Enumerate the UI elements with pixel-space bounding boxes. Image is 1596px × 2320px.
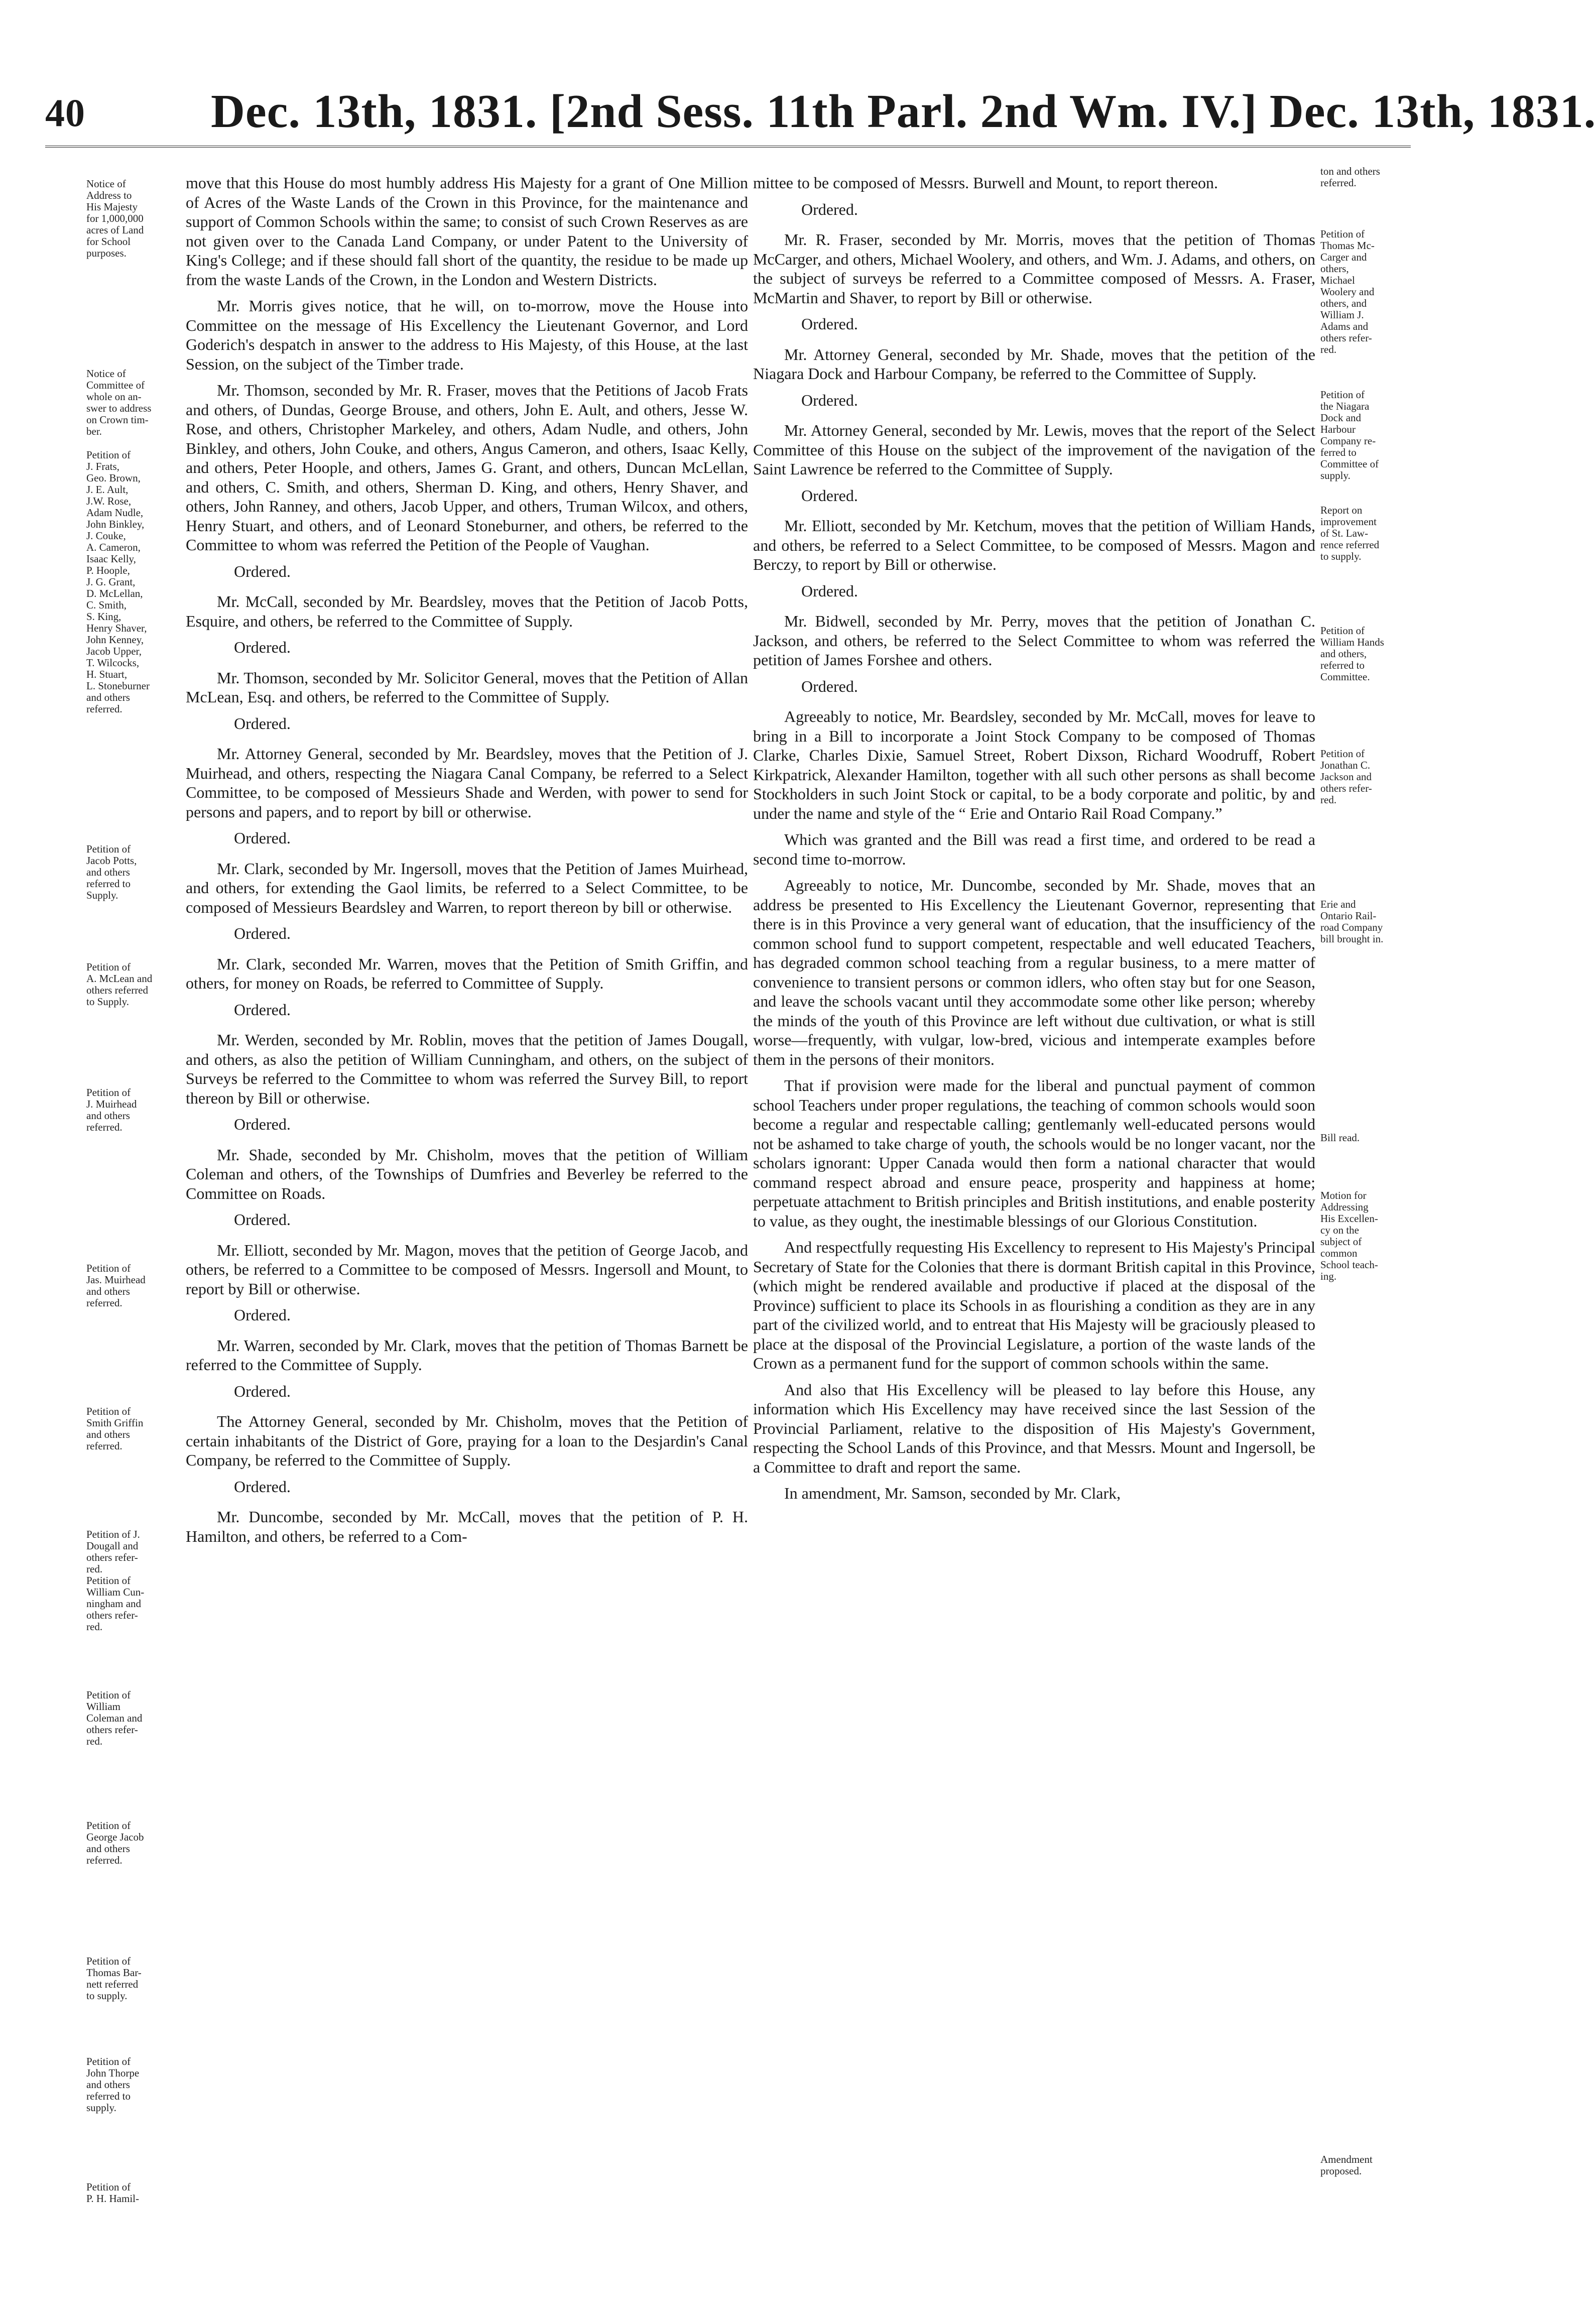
paragraph: Which was granted and the Bill was read a first time, and ordered to be read a second time to-morrow.	[753, 830, 1315, 868]
paragraph: Mr. Bidwell, seconded by Mr. Perry, moves that the petition of Jonathan C. Jackson, and others, be referred to the Select Committee to whom was referred the petition of James Forshee and others.	[753, 612, 1315, 669]
ordered-line: Ordered.	[801, 677, 858, 695]
margin-note-line: referred.	[86, 1297, 122, 1309]
margin-note-line: ber.	[86, 425, 102, 437]
ordered-line: Ordered.	[234, 1000, 291, 1019]
paragraph: Mr. Attorney General, seconded by Mr. Shade, moves that the petition of the Niagara Dock and Harbour Company, be referred to the Committee of Supply.	[753, 345, 1315, 383]
margin-note	[86, 1406, 143, 1452]
margin-note-line: H. Stuart,	[86, 668, 128, 680]
margin-note-line: others refer-	[86, 1609, 138, 1621]
margin-note-line: for School	[86, 235, 131, 248]
margin-note-line: referred.	[1320, 177, 1357, 189]
ordered-line: Ordered.	[801, 315, 858, 333]
margin-note-line: to supply.	[86, 1990, 128, 2002]
margin-note	[86, 449, 150, 715]
margin-note-line: Adam Nudle,	[86, 507, 144, 519]
margin-note-line: and others	[86, 866, 130, 878]
margin-note	[1320, 2154, 1373, 2177]
margin-note-line: referred.	[86, 703, 122, 715]
paragraph: Mr. Warren, seconded by Mr. Clark, moves that the petition of Thomas Barnett be referred to the Committee of Supply.	[186, 1336, 748, 1374]
paragraph: move that this House do most humbly address His Majesty for a grant of One Million of Acres of the Waste Lands of the Crown in this Province, for the maintenance and support of Common Schools within the same; to consist of such Crown Reserves as are not given over to the Canada Land Company, or under Patent to the University of King's College; and if these should fall short of the quantity, the residue to be made up from the waste Lands of the Crown, in the London and Western Districts.	[186, 174, 748, 289]
page-header	[45, 70, 1596, 141]
margin-note-line: Petition of	[86, 2181, 131, 2193]
margin-note-line: S. King,	[86, 610, 121, 623]
margin-note-line: Petition of	[86, 843, 131, 855]
margin-note	[86, 1529, 144, 1633]
margin-note-line: John Kenney,	[86, 634, 144, 646]
margin-note-line: and others	[86, 1843, 130, 1855]
margin-note-line: J.W. Rose,	[86, 495, 132, 507]
margin-note-line: Coleman and	[86, 1712, 143, 1724]
margin-note	[86, 1956, 142, 2002]
margin-note-line: Isaac Kelly,	[86, 553, 136, 565]
margin-note-line: William Cun-	[86, 1586, 145, 1598]
right-text-column	[753, 173, 1315, 1510]
margin-note-line: and others	[86, 2079, 130, 2091]
margin-note-line: Petition of	[1320, 748, 1365, 760]
margin-note-line: Ontario Rail-	[1320, 910, 1377, 922]
margin-note-line: and others	[86, 1428, 130, 1440]
margin-note-line: to supply.	[1320, 550, 1362, 562]
margin-note	[1320, 166, 1380, 189]
paragraph: Mr. Clark, seconded Mr. Warren, moves that the Petition of Smith Griffin, and others, for money on Roads, be referred to Committee of Supply.	[186, 954, 748, 992]
margin-note-line: and others	[86, 1110, 130, 1122]
margin-note-line: proposed.	[1320, 2165, 1362, 2177]
paragraph: Mr. Attorney General, seconded by Mr. Beardsley, moves that the Petition of J. Muirhead, and others, respecting the Niagara Canal Company, be referred to a Select Committee, to be composed of Messieurs Shade and Werden, with power to send for persons and papers, and to report by bill or otherwise.	[186, 745, 748, 821]
margin-note-line: red.	[86, 1621, 103, 1633]
margin-note	[86, 1263, 146, 1309]
margin-note-line: Michael	[1320, 274, 1355, 286]
margin-note-line: Henry Shaver,	[86, 622, 147, 634]
margin-note-line: purposes.	[86, 247, 127, 259]
margin-note-line: ing.	[1320, 1270, 1337, 1282]
margin-note-line: nett referred	[86, 1978, 139, 1990]
margin-note-line: Notice of	[86, 368, 126, 380]
margin-note-line: Petition of	[86, 449, 131, 461]
margin-note-line: William	[86, 1700, 120, 1713]
margin-note-line: Petition of	[1320, 228, 1365, 240]
margin-note	[86, 368, 151, 437]
ordered-line: Ordered.	[234, 1477, 291, 1496]
margin-note-line: bill brought in.	[1320, 933, 1384, 945]
margin-note-line: J. Frats,	[86, 460, 119, 472]
margin-note-line: Petition of	[1320, 389, 1365, 401]
margin-note-line: P. H. Hamil-	[86, 2192, 139, 2205]
margin-note-line: Address to	[86, 189, 132, 201]
margin-note-line: Petition of	[86, 1405, 131, 1417]
margin-note-line: Petition of	[1320, 625, 1365, 637]
paragraph: Mr. McCall, seconded by Mr. Beardsley, moves that the Petition of Jacob Potts, Esquire, and others, be referred to the Committee of Supply.	[186, 592, 748, 630]
paragraph: Agreeably to notice, Mr. Beardsley, seconded by Mr. McCall, moves for leave to bring in a Bill to incorporate a Joint Stock Company to be composed of Thomas Clarke, Charles Dixie, Samuel Street, Robert Dixson, Richard Woodruff, Robert Kirkpatrick, Alexander Hamilton, together with all such other persons as shall become Stockholders in such Joint Stock or capital, to be a body corporate and politic, by and under the name and style of the “ Erie and Ontario Rail Road Company.”	[753, 707, 1315, 822]
margin-note	[86, 178, 144, 259]
ordered-line: Ordered.	[234, 1306, 291, 1324]
margin-note-line: subject of	[1320, 1236, 1362, 1248]
margin-note-line: improvement	[1320, 516, 1377, 528]
margin-note-line: Geo. Brown,	[86, 472, 141, 484]
paragraph: Mr. Clark, seconded by Mr. Ingersoll, moves that the Petition of James Muirhead, and others, for extending the Gaol limits, be referred to a Select Committee, to be composed of Messieurs Beardsley and Warren, to report thereon by bill or otherwise.	[186, 859, 748, 916]
margin-note-line: Carger and	[1320, 251, 1367, 263]
paragraph: Mr. Thomson, seconded by Mr. Solicitor General, moves that the Petition of Allan McLean, Esq. and others, be referred to the Committee of Supply.	[186, 668, 748, 706]
margin-note-line: John Thorpe	[86, 2067, 140, 2079]
margin-note	[86, 2056, 139, 2114]
margin-note	[1320, 748, 1372, 806]
margin-note-line: supply.	[1320, 469, 1351, 481]
margin-note-line: John Binkley,	[86, 518, 145, 530]
margin-note-line: Thomas Mc-	[1320, 239, 1375, 252]
margin-note	[86, 1087, 137, 1133]
margin-note-line: ferred to	[1320, 446, 1357, 458]
margin-note-line: Amendment	[1320, 2153, 1373, 2165]
margin-note-line: George Jacob	[86, 1831, 144, 1843]
margin-note-line: William Hands	[1320, 636, 1384, 648]
margin-note-line: L. Stoneburner	[86, 680, 150, 692]
margin-note-line: for 1,000,000	[86, 212, 144, 224]
margin-note-line: Motion for	[1320, 1189, 1367, 1201]
ordered-line: Ordered.	[234, 1210, 291, 1229]
margin-note-line: acres of Land	[86, 224, 144, 236]
margin-note-line: Thomas Bar-	[86, 1967, 142, 1979]
margin-note-line: others,	[1320, 263, 1349, 275]
margin-note-line: C. Smith,	[86, 599, 127, 611]
margin-note-line: Petition of	[86, 961, 131, 973]
margin-note-line: Petition of	[86, 1819, 131, 1831]
margin-note-line: Committee of	[1320, 458, 1379, 470]
margin-note-line: road Company	[1320, 921, 1383, 933]
margin-note-line: Petition of	[86, 1955, 131, 1967]
paragraph: And respectfully requesting His Excellency to represent to His Majesty's Principal Secretary of State for the Colonies that there is dormant British capital in this Province, (which might be rendered available and productive if placed at the disposal of the Province) sufficient to place its Schools in as flourishing a condition as they are in any part of the civilized world, and to entreat that His Majesty will be graciously pleased to place at the disposal of the Provincial Legislature, a portion of the waste lands of the Crown as a permanent fund for the support of common schools within the same.	[753, 1238, 1315, 1372]
margin-note-line: Addressing	[1320, 1201, 1369, 1213]
paragraph: Mr. Werden, seconded by Mr. Roblin, moves that the petition of James Dougall, and others, as also the petition of William Cunningham, and others, on the subject of Surveys be referred to the Committee to whom was referred the Survey Bill, to report thereon by Bill or otherwise.	[186, 1031, 748, 1107]
margin-note-line: School teach-	[1320, 1259, 1378, 1271]
running-title: Dec. 13th, 1831. [2nd Sess. 11th Parl. 2nd Wm. IV.] Dec. 13th, 1831.	[211, 85, 1596, 138]
margin-note-line: and others,	[1320, 648, 1367, 660]
paragraph: And also that His Excellency will be pleased to lay before this House, any information which His Excellency may have received since the last Session of the Provincial Parliament, relative to the disposition of His Majesty's Government, respecting the School Lands of this Province, and that Messrs. Mount and Ingersoll, be a Committee to draft and report the same.	[753, 1380, 1315, 1476]
paragraph: Mr. Elliott, seconded by Mr. Magon, moves that the petition of George Jacob, and others, be referred to a Committee to be composed of Messrs. Ingersoll and Mount, to report by Bill or otherwise.	[186, 1241, 748, 1298]
margin-note-line: Dougall and	[86, 1540, 139, 1552]
margin-note	[1320, 1132, 1360, 1144]
margin-note-line: red.	[86, 1735, 103, 1747]
left-text-column	[186, 173, 748, 1553]
margin-note-line: Petition of	[86, 1262, 131, 1274]
margin-note-line: others refer-	[1320, 332, 1372, 344]
margin-note-line: referred.	[86, 1440, 122, 1452]
paragraph: In amendment, Mr. Samson, seconded by Mr. Clark,	[784, 1484, 1121, 1502]
ordered-line: Ordered.	[801, 391, 858, 409]
margin-note-line: J. G. Grant,	[86, 576, 136, 588]
margin-note-line: Bill read.	[1320, 1132, 1360, 1144]
margin-note-line: Harbour	[1320, 423, 1356, 435]
margin-note	[86, 1820, 144, 1866]
margin-note	[86, 2181, 139, 2205]
margin-note-line: D. McLellan,	[86, 587, 143, 599]
margin-note-line: Petition of	[86, 2055, 131, 2067]
paragraph: The Attorney General, seconded by Mr. Chisholm, moves that the Petition of certain inhabitants of the District of Gore, praying for a loan to the Desjardin's Canal Company, be referred to the Committee of Supply.	[186, 1412, 748, 1469]
paragraph: Mr. Morris gives notice, that he will, on to-morrow, move the House into Committee on the message of His Excellency the Lieutenant Governor, and Lord Goderich's despatch in answer to the address to His Majesty, of this House, at the last Session, on the subject of the Timber trade.	[186, 297, 748, 373]
margin-note-line: ningham and	[86, 1598, 142, 1610]
ordered-line: Ordered.	[801, 486, 858, 505]
margin-note-line: red.	[1320, 794, 1337, 806]
margin-note-line: T. Wilcocks,	[86, 657, 140, 669]
margin-note-line: Jacob Upper,	[86, 645, 142, 657]
margin-note-line: referred to	[86, 2090, 131, 2102]
margin-note-line: Report on	[1320, 504, 1363, 516]
margin-note-line: others referred	[86, 984, 149, 996]
margin-note-line: and others	[86, 691, 130, 703]
margin-note-line: red.	[86, 1563, 103, 1575]
header-rule	[45, 146, 1411, 148]
margin-note-line: others, and	[1320, 297, 1367, 309]
margin-note-line: Jackson and	[1320, 771, 1372, 783]
ordered-line: Ordered.	[801, 200, 858, 218]
margin-note-line: J. Muirhead	[86, 1098, 137, 1110]
margin-note-line: referred to	[86, 878, 131, 890]
margin-note-line: the Niagara	[1320, 400, 1370, 412]
margin-note-line: Jacob Potts,	[86, 854, 137, 867]
margin-note-line: Petition of J.	[86, 1528, 140, 1540]
margin-note	[86, 1689, 142, 1747]
ordered-line: Ordered.	[234, 638, 291, 656]
paragraph: mittee to be composed of Messrs. Burwell and Mount, to report thereon.	[753, 174, 1218, 192]
paragraph: Mr. Shade, seconded by Mr. Chisholm, moves that the petition of William Coleman and others, of the Townships of Dumfries and Beverley be referred to the Committee on Roads.	[186, 1145, 748, 1202]
margin-note-line: Jonathan C.	[1320, 759, 1371, 771]
margin-note-line: J. Couke,	[86, 530, 126, 542]
margin-note-line: J. E. Ault,	[86, 483, 129, 496]
paragraph: Mr. R. Fraser, seconded by Mr. Morris, moves that the petition of Thomas McCarger, and others, Michael Woolery, and others, and Wm. J. Adams, and others, on the subject of surveys be referred to a Committee composed of Messrs. A. Fraser, McMartin and Shaver, to report by Bill or otherwise.	[753, 230, 1315, 307]
margin-note-line: Committee of	[86, 379, 145, 391]
margin-note-line: supply.	[86, 2102, 116, 2114]
margin-note-line: whole on an-	[86, 391, 142, 403]
margin-note-line: Jas. Muirhead	[86, 1274, 146, 1286]
margin-note-line: Petition of	[86, 1086, 131, 1098]
paragraph: Mr. Elliott, seconded by Mr. Ketchum, moves that the petition of William Hands, and others, be referred to a Select Committee, to be composed of Messrs. Magon and Berczy, to report by Bill or otherwise.	[753, 517, 1315, 573]
ordered-line: Ordered.	[801, 581, 858, 600]
margin-note-line: rence referred	[1320, 539, 1380, 551]
margin-note	[1320, 899, 1383, 945]
margin-note-line: common	[1320, 1247, 1358, 1259]
margin-note-line: to Supply.	[86, 996, 129, 1008]
margin-note-line: Notice of	[86, 178, 126, 190]
paragraph: Mr. Thomson, seconded by Mr. R. Fraser, moves that the Petitions of Jacob Frats and others, of Dundas, George Brouse, and others, John E. Ault, and others, Jesse W. Rose, and others, Christopher Markeley, and others, Adam Nudle, and others, John Binkley, and others, John Couke, and others, Angus Cameron, and others, Isaac Kelly, and others, Peter Hoople, and others, James G. Grant, and others, Duncan McLellan, and others, C. Smith, and others, Sherman D. King, and others, Henry Shaver, and others, John Ranney, and others, Jacob Upper, and others, Truman Wilcox, and others, Henry Stuart, and others, and of Leonard Stoneburner, and others, be referred to the Committee to whom was referred the Petition of the People of Vaughan.	[186, 381, 748, 554]
margin-note-line: red.	[1320, 343, 1337, 355]
margin-note-line: Company re-	[1320, 435, 1376, 447]
margin-note-line: swer to address	[86, 402, 152, 414]
margin-note-line: others refer-	[1320, 782, 1372, 794]
margin-note-line: cy on the	[1320, 1224, 1359, 1236]
margin-note-line: ton and others	[1320, 165, 1380, 177]
ordered-line: Ordered.	[234, 924, 291, 942]
ordered-line: Ordered.	[234, 714, 291, 732]
margin-note-line: others refer-	[86, 1551, 138, 1563]
margin-note-line: P. Hoople,	[86, 564, 130, 576]
margin-note-line: referred to	[1320, 659, 1365, 671]
margin-note-line: Petition of	[86, 1574, 131, 1586]
margin-note-line: Committee.	[1320, 671, 1370, 683]
paragraph: Mr. Duncombe, seconded by Mr. McCall, moves that the petition of P. H. Hamilton, and others, be referred to a Com-	[186, 1508, 748, 1545]
margin-note	[1320, 505, 1379, 562]
margin-note-line: Dock and	[1320, 412, 1362, 424]
margin-note-line: Smith Griffin	[86, 1417, 144, 1429]
margin-note-line: Woolery and	[1320, 286, 1375, 298]
margin-note	[1320, 625, 1384, 683]
ordered-line: Ordered.	[234, 829, 291, 847]
margin-note-line: Petition of	[86, 1689, 131, 1701]
margin-note-line: Erie and	[1320, 898, 1356, 910]
margin-note-line: referred.	[86, 1121, 122, 1133]
margin-note-line: and others	[86, 1285, 130, 1297]
margin-note-line: A. Cameron,	[86, 541, 141, 553]
margin-note-line: Adams and	[1320, 320, 1369, 332]
ordered-line: Ordered.	[234, 1115, 291, 1133]
margin-note	[1320, 389, 1379, 481]
ordered-line: Ordered.	[234, 562, 291, 580]
margin-note-line: His Excellen-	[1320, 1212, 1378, 1225]
margin-note-line: others refer-	[86, 1724, 138, 1736]
page-number: 40	[45, 91, 85, 135]
margin-note	[86, 843, 137, 901]
margin-note-line: of St. Law-	[1320, 527, 1369, 539]
margin-note-line: Supply.	[86, 889, 118, 901]
paragraph: Agreeably to notice, Mr. Duncombe, seconded by Mr. Shade, moves that an address be presented to His Excellency the Lieutenant Governor, representing that there is in this Province a very general want of education, that the insufficiency of the common school fund to support competent, respectable and well educated Teachers, has degraded common school teaching from a regular business, to a mere matter of convenience to transient persons or common idlers, who often stay but for one Season, and leave the schools vacant until they accommodate some other like person; whereby the minds of the youth of this Province are left without due cultivation, or what is still worse—frequently, with vulgar, low-bred, vicious and intemperate examples before them in the persons of their monitors.	[753, 876, 1315, 1068]
ordered-line: Ordered.	[234, 1382, 291, 1400]
margin-note-line: on Crown tim-	[86, 414, 149, 426]
margin-note	[1320, 1190, 1378, 1282]
paragraph: That if provision were made for the liberal and punctual payment of common school Teachers under proper regulations, the teaching of common schools would soon become a regular and respectable calling; gentlemanly well-educated persons would not be ashamed to take charge of youth, the schools would be no longer vacant, nor the scholars ignorant: Upper Canada would then form a national character that would command respect abroad and ensure peace, prosperity and happiness at home; perpetuate attachment to British principles and British institutions, and enable posterity to value, as they ought, the inestimable blessings of our Glorious Constitution.	[753, 1076, 1315, 1230]
margin-note-line: William J.	[1320, 309, 1364, 321]
margin-note	[1320, 228, 1375, 355]
margin-note-line: referred.	[86, 1854, 122, 1866]
margin-note-line: His Majesty	[86, 201, 138, 213]
margin-note-line: A. McLean and	[86, 972, 153, 985]
paragraph: Mr. Attorney General, seconded by Mr. Lewis, moves that the report of the Select Committee of this House on the subject of the improvement of the navigation of the Saint Lawrence be referred to the Committee of Supply.	[753, 421, 1315, 478]
margin-note	[86, 961, 152, 1008]
